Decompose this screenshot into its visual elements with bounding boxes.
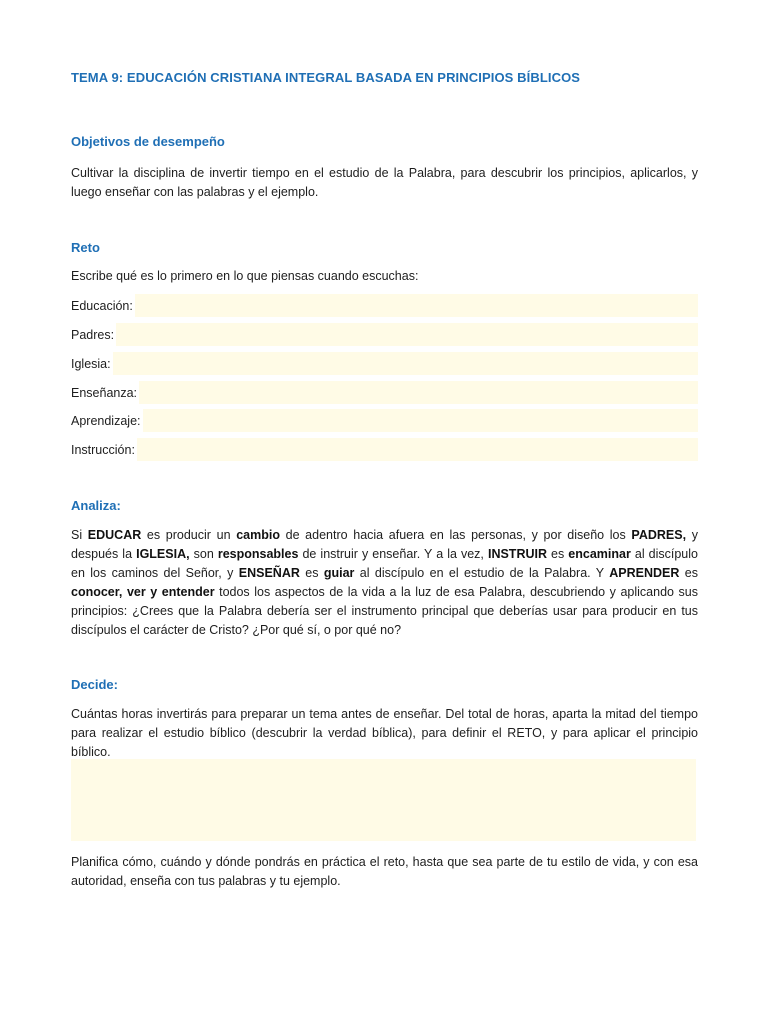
analiza-keyword: responsables [217,547,299,561]
instruccion-field[interactable] [137,438,698,461]
field-row-padres [71,323,698,346]
field-label-ensenanza: Enseñanza: [71,385,138,400]
analiza-keyword: INSTRUIR [487,547,547,561]
analiza-segment: Si [71,528,88,542]
analiza-segment: de adentro hacia afuera en las personas, y por diseño los [279,528,632,542]
analiza-heading: Analiza: [71,498,121,513]
iglesia-field[interactable] [113,352,698,375]
reto-heading: Reto [71,240,100,255]
field-label-aprendizaje: Aprendizaje: [71,413,141,428]
page-title: TEMA 9: EDUCACIÓN CRISTIANA INTEGRAL BASADA EN PRINCIPIOS BÍBLICOS [71,70,581,85]
analiza-segment: todos los aspectos de la vida a la luz de esa Palabra, descubriendo y aplicando sus principios: ¿Crees que la Palabra debería ser el instrumento principal que deberías usar para producir en tus discípulos el carácter de Cristo? ¿Por qué sí, o por qué no? [71,585,698,637]
analiza-segment: es [547,547,569,561]
field-row-aprendizaje [71,409,698,432]
field-label-educacion: Educación: [71,298,133,313]
analiza-keyword: PADRES, [631,528,687,542]
analiza-segment: es [299,566,324,580]
reto-intro: Escribe qué es lo primero en lo que piensas cuando escuchas: [71,269,419,283]
analiza-segment: al discípulo en los caminos del Señor, y [71,547,698,580]
analiza-keyword: cambio [236,528,280,542]
field-row-ensenanza [71,381,698,404]
decide-answer-field[interactable] [71,759,696,841]
analiza-keyword: EDUCAR [87,528,142,542]
field-label-instruccion: Instrucción: [71,442,135,457]
ensenanza-field[interactable] [139,381,698,404]
field-label-padres: Padres: [71,327,115,342]
objetivos-heading: Objetivos de desempeño [71,134,225,149]
field-row-iglesia [71,352,698,375]
analiza-text [71,526,698,640]
analiza-segment: y después la [71,528,698,561]
analiza-keyword: APRENDER [609,566,680,580]
field-row-educacion [71,294,698,317]
analiza-segment: es [679,566,698,580]
closing-text: Planifica cómo, cuándo y dónde pondrás en práctica el reto, hasta que sea parte de tu estilo de vida, y con esa autoridad, enseña con tus palabras y tu ejemplo. [71,855,698,888]
field-label-iglesia: Iglesia: [71,356,111,371]
analiza-segment: al discípulo en el estudio de la Palabra. Y [354,566,610,580]
analiza-keyword: ENSEÑAR [238,566,300,580]
analiza-keyword: guiar [323,566,355,580]
objetivos-text: Cultivar la disciplina de invertir tiempo en el estudio de la Palabra, para descubrir los principios, aplicarlos, y luego enseñar con las palabras y el ejemplo. [71,166,698,199]
analiza-segment: es producir un [141,528,237,542]
analiza-segment: son [189,547,218,561]
educacion-field[interactable] [135,294,698,317]
padres-field[interactable] [116,323,698,346]
analiza-keyword: conocer, ver y entender [71,585,215,599]
decide-heading: Decide: [71,677,118,692]
analiza-keyword: encaminar [568,547,631,561]
decide-text: Cuántas horas invertirás para preparar un tema antes de enseñar. Del total de horas, aparta la mitad del tiempo para realizar el estudio bíblico (descubrir la verdad bíblica), para definir el RETO, y para aplicar el principio bíblico. [71,707,698,759]
aprendizaje-field[interactable] [143,409,699,432]
analiza-segment: de instruir y enseñar. Y a la vez, [298,547,488,561]
field-row-instruccion [71,438,698,461]
analiza-keyword: IGLESIA, [136,547,190,561]
